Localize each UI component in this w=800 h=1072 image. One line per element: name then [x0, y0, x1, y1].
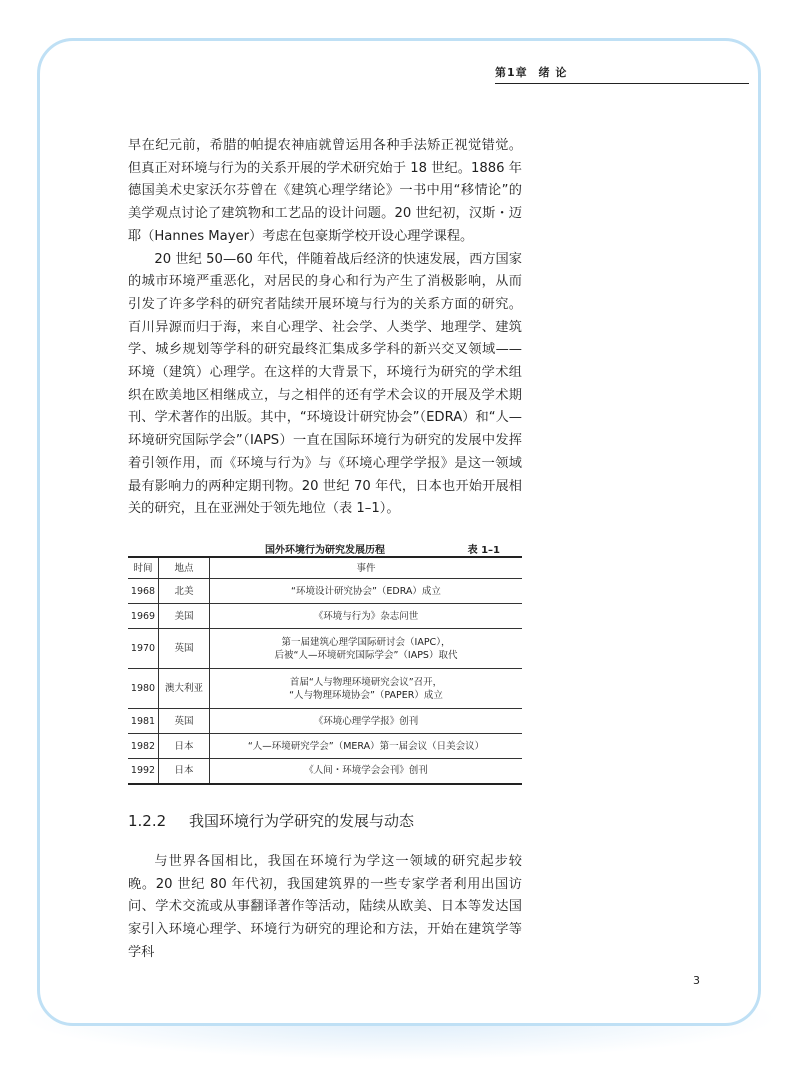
- history-table: [128, 556, 522, 785]
- body-text-intro: [128, 135, 522, 521]
- cell-place: 日本: [159, 734, 210, 759]
- paragraph: 20 世纪 50—60 年代，伴随着战后经济的快速发展，西方国家的城市环境严重恶化，对居民的身心和行为产生了消极影响，从而引发了许多学科的研究者陆续开展环境与行为的关系方面的研究。百川异源而归于海，来自心理学、社会学、人类学、地理学、建筑学、城乡规划等学科的研究最终汇集成多学科的新兴交叉领域——环境（建筑）心理学。在这样的大背景下，环境行为研究的学术组织在欧美地区相继成立，与之相伴的还有学术会议的开展及学术期刊、学术著作的出版。其中，“环境设计研究协会”（EDRA）和“人—环境研究国际学会”（IAPS）一直在国际环境行为研究的发展中发挥着引领作用，而《环境与行为》与《环境心理学学报》是这一领域最有影响力的两种定期刊物。20 世纪 70 年代，日本也开始开展相关的研究，且在亚洲处于领先地位（表 1–1）。: [128, 251, 522, 517]
- cell-year: 1980: [128, 669, 159, 709]
- table-title: 国外环境行为研究发展历程: [265, 545, 385, 556]
- table-row: [128, 669, 522, 709]
- page-number: 3: [693, 974, 700, 987]
- table-row: [128, 759, 522, 784]
- table-number: 表 1–1: [467, 545, 500, 556]
- chapter-title: 绪 论: [538, 66, 568, 79]
- column-header-event: 事件: [210, 557, 523, 579]
- cell-event: 《环境与行为》杂志问世: [210, 604, 523, 629]
- paragraph: 早在纪元前，希腊的帕提农神庙就曾运用各种手法矫正视觉错觉。但真正对环境与行为的关系开展的学术研究始于 18 世纪。1886 年德国美术史家沃尔芬曾在《建筑心理学绪论》一书中用“移情论”的美学观点讨论了建筑物和工艺品的设计问题。20 世纪初，汉斯・迈耶（Hannes Mayer）考虑在包豪斯学校开设心理学课程。: [128, 138, 522, 244]
- section-title: 我国环境行为学研究的发展与动态: [188, 812, 414, 830]
- cell-event: 第一届建筑心理学国际研讨会（IAPC）， 后被“人—环境研究国际学会”（IAPS）取代: [210, 629, 523, 669]
- cell-place: 日本: [159, 759, 210, 784]
- body-text-section: [128, 851, 522, 965]
- cell-place: 澳大利亚: [159, 669, 210, 709]
- cell-year: 1969: [128, 604, 159, 629]
- cell-year: 1981: [128, 709, 159, 734]
- paragraph: 与世界各国相比，我国在环境行为学这一领域的研究起步较晚。20 世纪 80 年代初，我国建筑界的一些专家学者利用出国访问、学术交流或从事翻译著作等活动，陆续从欧美、日本等发达国家引入环境心理学、环境行为研究的理论和方法，开始在建筑学等学科: [128, 854, 522, 960]
- cell-year: 1992: [128, 759, 159, 784]
- table-row: [128, 734, 522, 759]
- cell-event: 首届“人与物理环境研究会议”召开， “人与物理环境协会”（PAPER）成立: [210, 669, 523, 709]
- cell-place: 英国: [159, 629, 210, 669]
- cell-place: 美国: [159, 604, 210, 629]
- table-caption: [128, 541, 522, 555]
- running-head: [495, 64, 749, 84]
- cell-place: 英国: [159, 709, 210, 734]
- cell-event: 《环境心理学学报》创刊: [210, 709, 523, 734]
- section-heading: [128, 810, 414, 831]
- table-row: [128, 579, 522, 604]
- table-row: [128, 604, 522, 629]
- cell-year: 1970: [128, 629, 159, 669]
- cell-year: 1968: [128, 579, 159, 604]
- table-row: [128, 709, 522, 734]
- cell-year: 1982: [128, 734, 159, 759]
- column-header-place: 地点: [159, 557, 210, 579]
- cell-place: 北美: [159, 579, 210, 604]
- table-header-row: [128, 557, 522, 579]
- table-row: [128, 629, 522, 669]
- cell-event: “环境设计研究协会”（EDRA）成立: [210, 579, 523, 604]
- chapter-number: 第1章: [495, 66, 528, 79]
- cell-event: 《人间・环境学会会刊》创刊: [210, 759, 523, 784]
- column-header-time: 时间: [128, 557, 159, 579]
- cell-event: “人—环境研究学会”（MERA）第一届会议（日美会议）: [210, 734, 523, 759]
- section-number: 1.2.2: [128, 812, 167, 830]
